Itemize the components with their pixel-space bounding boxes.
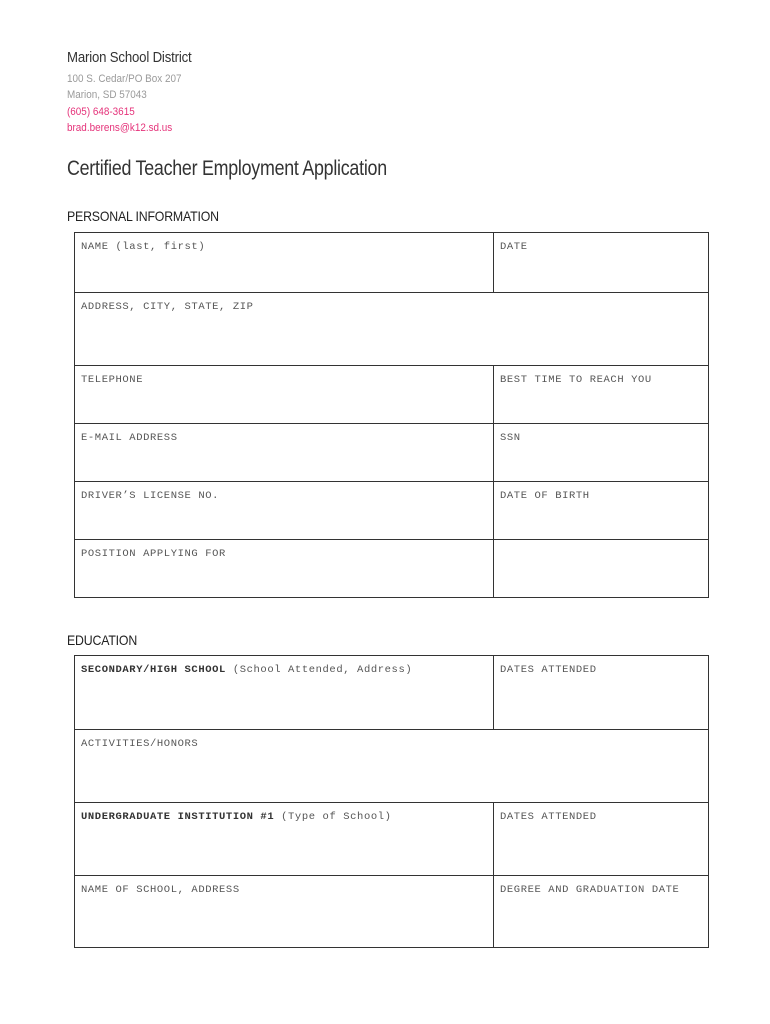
table-row	[75, 365, 708, 423]
table-row	[75, 539, 708, 597]
org-name: Marion School District	[67, 49, 192, 66]
table-row	[75, 481, 708, 539]
secondary-dates-field[interactable]: DATES ATTENDED	[500, 664, 597, 676]
phone-number: (605) 648-3615	[67, 106, 135, 118]
address-field[interactable]: ADDRESS, CITY, STATE, ZIP	[81, 301, 254, 313]
undergrad-hint: (Type of School)	[274, 811, 392, 823]
education-table	[74, 655, 709, 948]
telephone-field[interactable]: TELEPHONE	[75, 366, 494, 423]
personal-section-title: PERSONAL INFORMATION	[67, 208, 219, 224]
education-section-title: EDUCATION	[67, 632, 138, 648]
address-line-1: 100 S. Cedar/PO Box 207	[67, 73, 182, 85]
email-field[interactable]: E-MAIL ADDRESS	[75, 424, 494, 481]
table-row	[75, 423, 708, 481]
undergrad-dates-field[interactable]: DATES ATTENDED	[500, 811, 597, 823]
table-row	[75, 729, 708, 802]
school-address-field[interactable]: NAME OF SCHOOL, ADDRESS	[75, 876, 494, 947]
email-address: brad.berens@k12.sd.us	[67, 122, 173, 134]
name-field[interactable]: NAME (last, first)	[75, 233, 494, 292]
table-row	[75, 233, 708, 292]
undergrad-field[interactable]	[75, 803, 494, 875]
table-row	[75, 292, 708, 365]
secondary-school-label: SECONDARY/HIGH SCHOOL	[81, 664, 226, 676]
table-row	[75, 656, 708, 729]
document-title: Certified Teacher Employment Application	[67, 157, 387, 180]
best-time-field[interactable]: BEST TIME TO REACH YOU	[500, 374, 652, 386]
table-row	[75, 802, 708, 875]
table-row	[75, 875, 708, 947]
personal-info-table	[74, 232, 709, 598]
ssn-field[interactable]: SSN	[500, 432, 521, 444]
undergrad-label: UNDERGRADUATE INSTITUTION #1	[81, 811, 275, 823]
secondary-school-field[interactable]	[75, 656, 494, 729]
address-line-2: Marion, SD 57043	[67, 89, 147, 101]
activities-field[interactable]: ACTIVITIES/HONORS	[81, 738, 199, 750]
dob-field[interactable]: DATE OF BIRTH	[500, 490, 590, 502]
license-field[interactable]: DRIVER’S LICENSE NO.	[75, 482, 494, 539]
secondary-school-hint: (School Attended, Address)	[225, 664, 413, 676]
degree-field[interactable]: DEGREE AND GRADUATION DATE	[500, 884, 680, 896]
position-field[interactable]: POSITION APPLYING FOR	[75, 540, 494, 597]
position-value-field[interactable]	[494, 540, 708, 597]
date-field[interactable]: DATE	[500, 241, 528, 253]
